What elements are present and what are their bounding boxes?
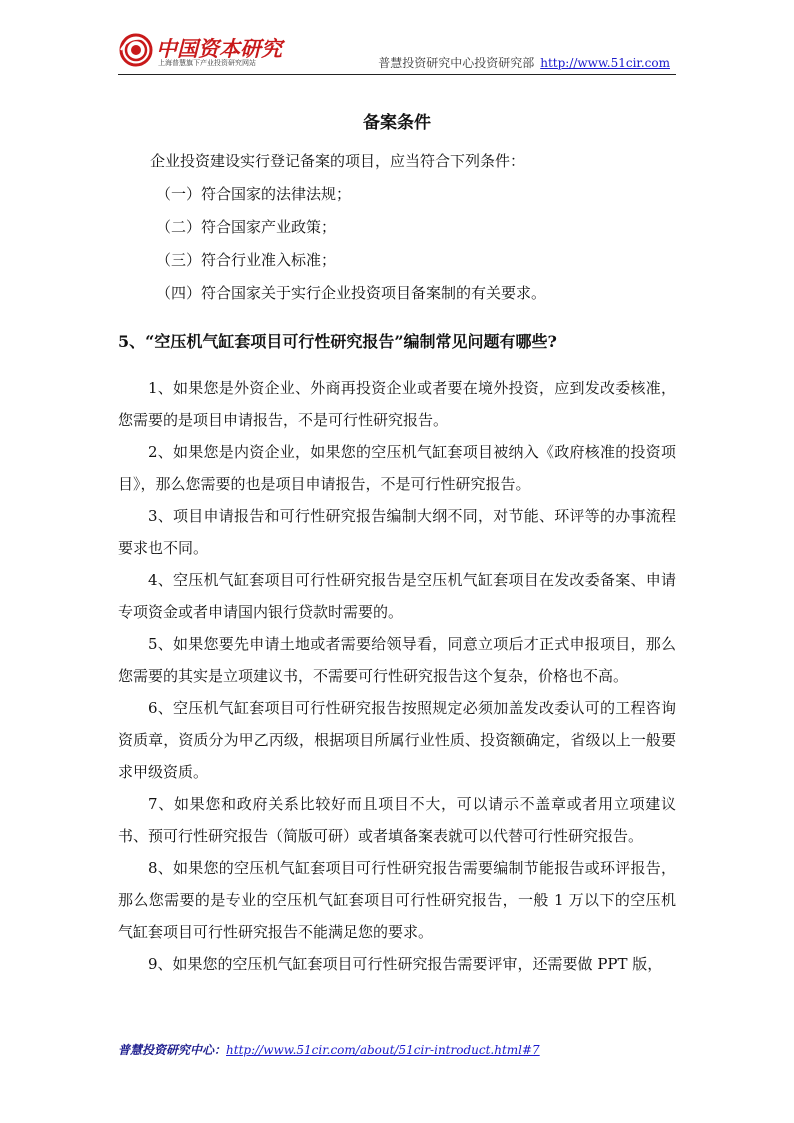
footer-link[interactable]: http://www.51cir.com/about/51cir-introduct.html#7 — [226, 1043, 540, 1057]
header-url-link[interactable]: http://www.51cir.com — [540, 56, 670, 70]
answer-paragraph: 2、如果您是内资企业，如果您的空压机气缸套项目被纳入《政府核准的投资项目》，那么您需要的也是项目申请报告，不是可行性研究报告。 — [118, 443, 676, 493]
condition-item: （四）符合国家关于实行企业投资项目备案制的有关要求。 — [156, 284, 547, 302]
answer-paragraph: 8、如果您的空压机气缸套项目可行性研究报告需要编制节能报告或环评报告，那么您需要的是专业的空压机气缸套项目可行性研究报告，一般 1 万以下的空压机气缸套项目可行性研究报告不能满足您的要求。 — [118, 859, 676, 941]
logo-title: 中国资本研究 — [156, 36, 282, 61]
answer-paragraph: 6、空压机气缸套项目可行性研究报告按照规定必须加盖发改委认可的工程咨询资质章，资质分为甲乙丙级，根据项目所属行业性质、投资额确定，省级以上一般要求甲级资质。 — [118, 699, 676, 781]
section-intro: 企业投资建设实行登记备案的项目，应当符合下列条件： — [150, 152, 526, 170]
answer-paragraph: 5、如果您要先申请土地或者需要给领导看，同意立项后才正式申报项目，那么您需要的其实是立项建议书，不需要可行性研究报告这个复杂，价格也不高。 — [118, 635, 676, 685]
footer-label: 普慧投资研究中心： — [118, 1043, 227, 1057]
logo — [118, 31, 282, 71]
question-heading: 5、“空压机气缸套项目可行性研究报告”编制常见问题有哪些? — [118, 332, 557, 351]
answer-paragraph: 1、如果您是外资企业、外商再投资企业或者要在境外投资，应到发改委核准，您需要的是项目申请报告，不是可行性研究报告。 — [118, 379, 676, 429]
page-footer — [118, 1041, 540, 1058]
answer-paragraph: 4、空压机气缸套项目可行性研究报告是空压机气缸套项目在发改委备案、申请专项资金或者申请国内银行贷款时需要的。 — [118, 571, 676, 621]
answer-paragraph: 9、如果您的空压机气缸套项目可行性研究报告需要评审，还需要做 PPT 版， — [148, 955, 663, 973]
page-header — [118, 28, 676, 75]
condition-item: （二）符合国家产业政策； — [156, 218, 337, 236]
answer-list — [118, 372, 676, 980]
logo-subtitle: 上海普慧旗下产业投资研究网站 — [158, 59, 256, 67]
condition-item: （一）符合国家的法律法规； — [156, 185, 352, 203]
section-title: 备案条件 — [363, 113, 431, 133]
header-org-info — [378, 54, 670, 71]
header-org: 普慧投资研究中心投资研究部 — [378, 56, 535, 70]
answer-paragraph: 7、如果您和政府关系比较好而且项目不大，可以请示不盖章或者用立项建议书、预可行性研究报告（简版可研）或者填备案表就可以代替可行性研究报告。 — [118, 795, 676, 845]
answer-paragraph: 3、项目申请报告和可行性研究报告编制大纲不同，对节能、环评等的办事流程要求也不同。 — [118, 507, 676, 557]
condition-item: （三）符合行业准入标准； — [156, 251, 337, 269]
logo-swirl-icon — [118, 33, 156, 67]
